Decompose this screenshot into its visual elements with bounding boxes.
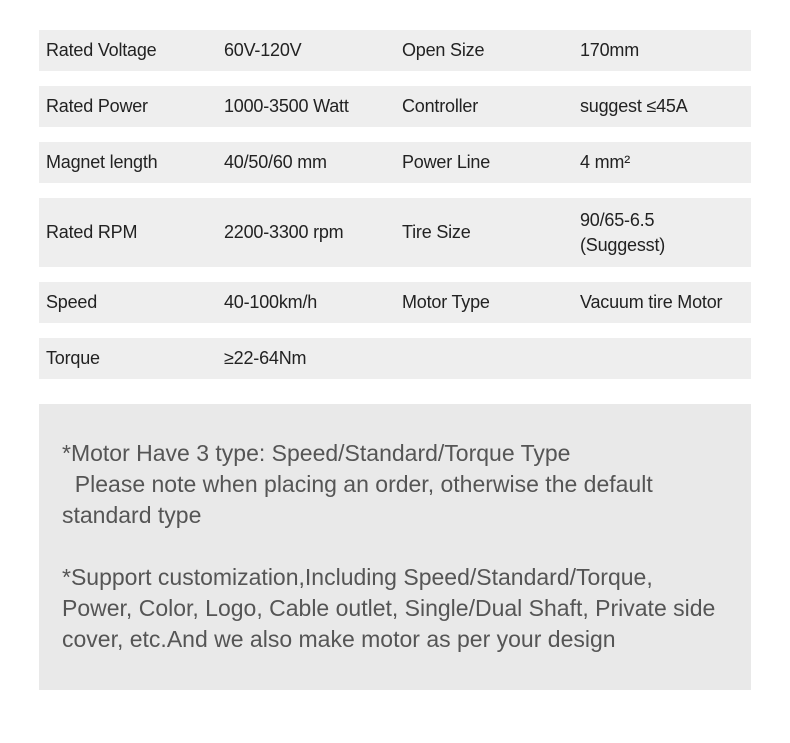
note-text: Power, Color, Logo, Cable outlet, Single/Dual Shaft, Private side <box>62 595 716 621</box>
spec-row-rated-rpm <box>39 198 751 267</box>
spec-label: Controller <box>402 96 479 116</box>
spec-value: 2200-3300 rpm <box>224 222 344 242</box>
spec-label: Magnet length <box>46 152 158 172</box>
spec-value: Vacuum tire Motor <box>580 292 723 312</box>
spec-value-line: 90/65-6.5 <box>580 209 655 230</box>
spec-value: ≥22-64Nm <box>224 348 307 368</box>
spec-value <box>573 208 751 258</box>
note-text: standard type <box>62 502 202 528</box>
spec-value: suggest ≤45A <box>580 96 688 116</box>
spec-row-rated-voltage <box>39 30 751 71</box>
spec-value: 40/50/60 mm <box>224 152 327 172</box>
spec-label: Open Size <box>402 40 485 60</box>
spec-row-torque <box>39 338 751 379</box>
spec-row-magnet-length <box>39 142 751 183</box>
note-text: *Motor Have 3 type: Speed/Standard/Torque Type <box>62 440 571 466</box>
spec-label: Power Line <box>402 152 491 172</box>
spec-label: Rated RPM <box>46 222 138 242</box>
spec-label: Speed <box>46 292 98 312</box>
spec-value: 40-100km/h <box>224 292 318 312</box>
spec-value: 1000-3500 Watt <box>224 96 349 116</box>
note-spacer <box>62 531 751 562</box>
note-text: Please note when placing an order, otherwise the default <box>62 471 653 497</box>
spec-label: Rated Voltage <box>46 40 157 60</box>
spec-label: Rated Power <box>46 96 148 116</box>
spec-label: Torque <box>46 348 100 368</box>
notes-panel <box>39 404 751 690</box>
spec-value: 60V-120V <box>224 40 302 60</box>
note-text: cover, etc.And we also make motor as per your design <box>62 626 616 652</box>
spec-row-rated-power <box>39 86 751 127</box>
note-text: *Support customization,Including Speed/Standard/Torque, <box>62 564 653 590</box>
spec-value: 4 mm² <box>580 152 630 172</box>
spec-table <box>39 30 751 394</box>
spec-row-speed <box>39 282 751 323</box>
spec-label: Tire Size <box>402 222 471 242</box>
spec-value: 170mm <box>580 40 640 60</box>
spec-value-line: (Suggesst) <box>580 234 666 255</box>
spec-label: Motor Type <box>402 292 490 312</box>
